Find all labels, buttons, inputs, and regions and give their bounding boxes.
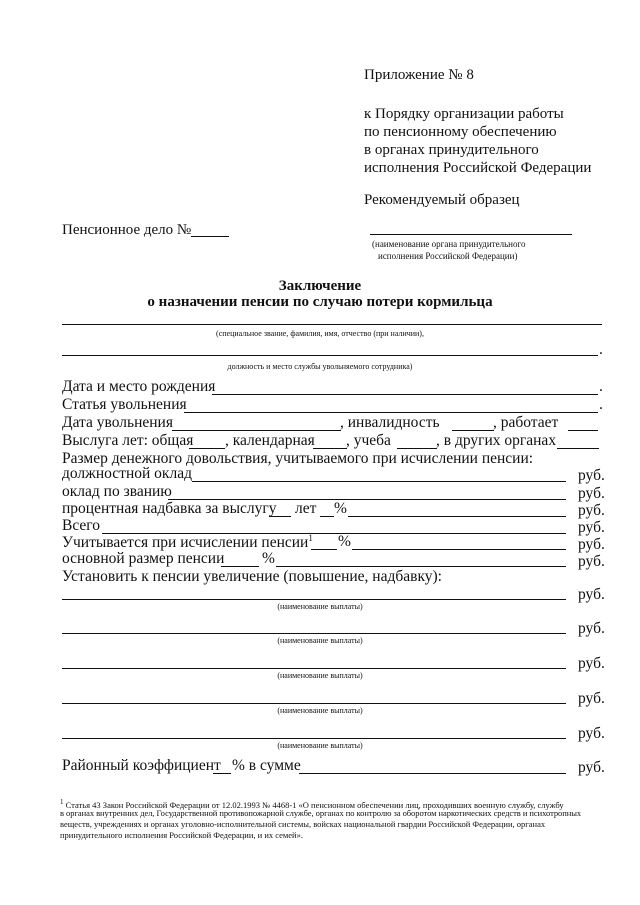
case-number-label: Пенсионное дело № xyxy=(62,222,192,238)
total-label: Всего xyxy=(62,517,101,534)
regional-amount-field[interactable] xyxy=(299,773,566,774)
service-total-field[interactable] xyxy=(189,448,225,449)
case-number-field[interactable] xyxy=(191,236,229,237)
increase-header: Установить к пенсии увеличение (повышение, надбавку): xyxy=(62,568,442,585)
header-line: исполнения Российской Федерации xyxy=(364,160,592,176)
position-field[interactable] xyxy=(62,355,598,356)
employee-name-field[interactable] xyxy=(62,324,602,325)
period: . xyxy=(599,341,603,358)
currency: руб. xyxy=(578,502,605,519)
footnote-line: принудительного исполнения Российской Федерации, и их семей». xyxy=(60,830,303,840)
base-pension-label: основной размер пенсии xyxy=(62,550,225,567)
currency: руб. xyxy=(578,536,605,553)
salary-field[interactable] xyxy=(192,481,566,482)
payment-field[interactable] xyxy=(62,668,566,669)
payment-field[interactable] xyxy=(62,599,566,600)
regional-percent-field[interactable] xyxy=(213,773,231,774)
footnote-line: в органах внутренних дел, Государственной противопожарной службе, органах по контролю за оборотом наркотических средств и психотропных xyxy=(60,808,582,818)
calendar-field[interactable] xyxy=(313,448,347,449)
birth-field[interactable] xyxy=(212,394,598,395)
regional-coefficient-label: Районный коэффициент xyxy=(62,757,221,774)
header-line: в органах принудительного xyxy=(364,142,539,158)
currency: руб. xyxy=(578,586,605,603)
dismissal-date-field[interactable] xyxy=(172,430,341,431)
document-subtitle: о назначении пенсии по случаю потери кормильца xyxy=(147,294,493,310)
counted-amount-field[interactable] xyxy=(352,549,566,550)
salary-label: должностной оклад xyxy=(62,465,192,482)
currency: руб. xyxy=(578,725,605,742)
currency: руб. xyxy=(578,759,605,776)
organ-name-field[interactable] xyxy=(370,234,572,235)
base-pension-percent-field[interactable] xyxy=(221,566,259,567)
article-field[interactable] xyxy=(184,412,598,413)
disability-field[interactable] xyxy=(452,430,494,431)
seniority-bonus-label: процентная надбавка за выслугу xyxy=(62,500,277,517)
payment-caption: (наименование выплаты) xyxy=(277,602,363,611)
payment-field[interactable] xyxy=(62,738,566,739)
birth-label: Дата и место рождения xyxy=(62,378,216,395)
period: . xyxy=(599,378,603,395)
dismissal-date-label: Дата увольнения xyxy=(62,414,173,431)
seniority-years-field[interactable] xyxy=(269,516,291,517)
payment-caption: (наименование выплаты) xyxy=(277,671,363,680)
works-field[interactable] xyxy=(568,430,598,431)
study-field[interactable] xyxy=(397,448,437,449)
seniority-amount-field[interactable] xyxy=(348,516,566,517)
allowance-header: Размер денежного довольствия, учитываемого при исчислении пенсии: xyxy=(62,450,534,467)
other-organs-label: , в других органах xyxy=(436,432,557,449)
document-title: Заключение xyxy=(278,278,362,294)
article-label: Статья увольнения xyxy=(62,396,187,413)
percent-sign: % xyxy=(262,550,275,567)
footnote-line: веществ, учреждениях и органах уголовно-исполнительной системы, войсках национальной гвардии Российской Федерации, органах xyxy=(60,819,546,829)
payment-caption: (наименование выплаты) xyxy=(277,741,363,750)
footnote-line: $^1$ Статья 43 Закон Российской Федерации от 12.02.1993 № 4468-1 «О пенсионном обеспечении лиц, проходивших военную службу, службу xyxy=(60,798,564,810)
footnote-mark: 1 xyxy=(60,798,64,806)
organ-caption: исполнения Российской Федерации) xyxy=(378,251,518,261)
base-pension-amount-field[interactable] xyxy=(276,566,566,567)
years-label: лет xyxy=(295,500,317,517)
currency: руб. xyxy=(578,519,605,536)
other-organs-field[interactable] xyxy=(557,448,599,449)
currency: руб. xyxy=(578,620,605,637)
sample-label: Рекомендуемый образец xyxy=(364,192,520,208)
currency: руб. xyxy=(578,467,605,484)
calendar-label: , календарная xyxy=(225,432,315,449)
header-line: к Порядку организации работы xyxy=(364,106,564,122)
regional-sum-label: % в сумме xyxy=(232,757,301,774)
appendix-number: Приложение № 8 xyxy=(364,67,474,83)
footnote-reference: 1 xyxy=(308,533,313,543)
counted-label: Учитывается при исчислении пенсии$^1$ xyxy=(62,533,313,552)
organ-caption: (наименование органа принудительного xyxy=(372,239,526,249)
currency: руб. xyxy=(578,655,605,672)
period: . xyxy=(599,396,603,413)
payment-field[interactable] xyxy=(62,633,566,634)
works-label: , работает xyxy=(493,414,559,431)
service-total-label: Выслуга лет: общая xyxy=(62,432,194,449)
payment-caption: (наименование выплаты) xyxy=(277,636,363,645)
rank-salary-label: оклад по званию xyxy=(62,483,172,500)
percent-sign: % xyxy=(334,500,347,517)
percent-sign: % xyxy=(338,533,351,550)
counted-percent-field[interactable] xyxy=(311,549,337,550)
position-caption: должность и место службы увольняемого сотрудника) xyxy=(227,362,413,371)
seniority-percent-field[interactable] xyxy=(320,516,334,517)
disability-label: , инвалидность xyxy=(340,414,440,431)
study-label: , учеба xyxy=(346,432,391,449)
header-line: по пенсионному обеспечению xyxy=(364,124,557,140)
payment-caption: (наименование выплаты) xyxy=(277,706,363,715)
payment-field[interactable] xyxy=(62,703,566,704)
name-caption: (специальное звание, фамилия, имя, отчество (при наличии), xyxy=(216,329,424,338)
currency: руб. xyxy=(578,485,605,502)
currency: руб. xyxy=(578,553,605,570)
currency: руб. xyxy=(578,690,605,707)
